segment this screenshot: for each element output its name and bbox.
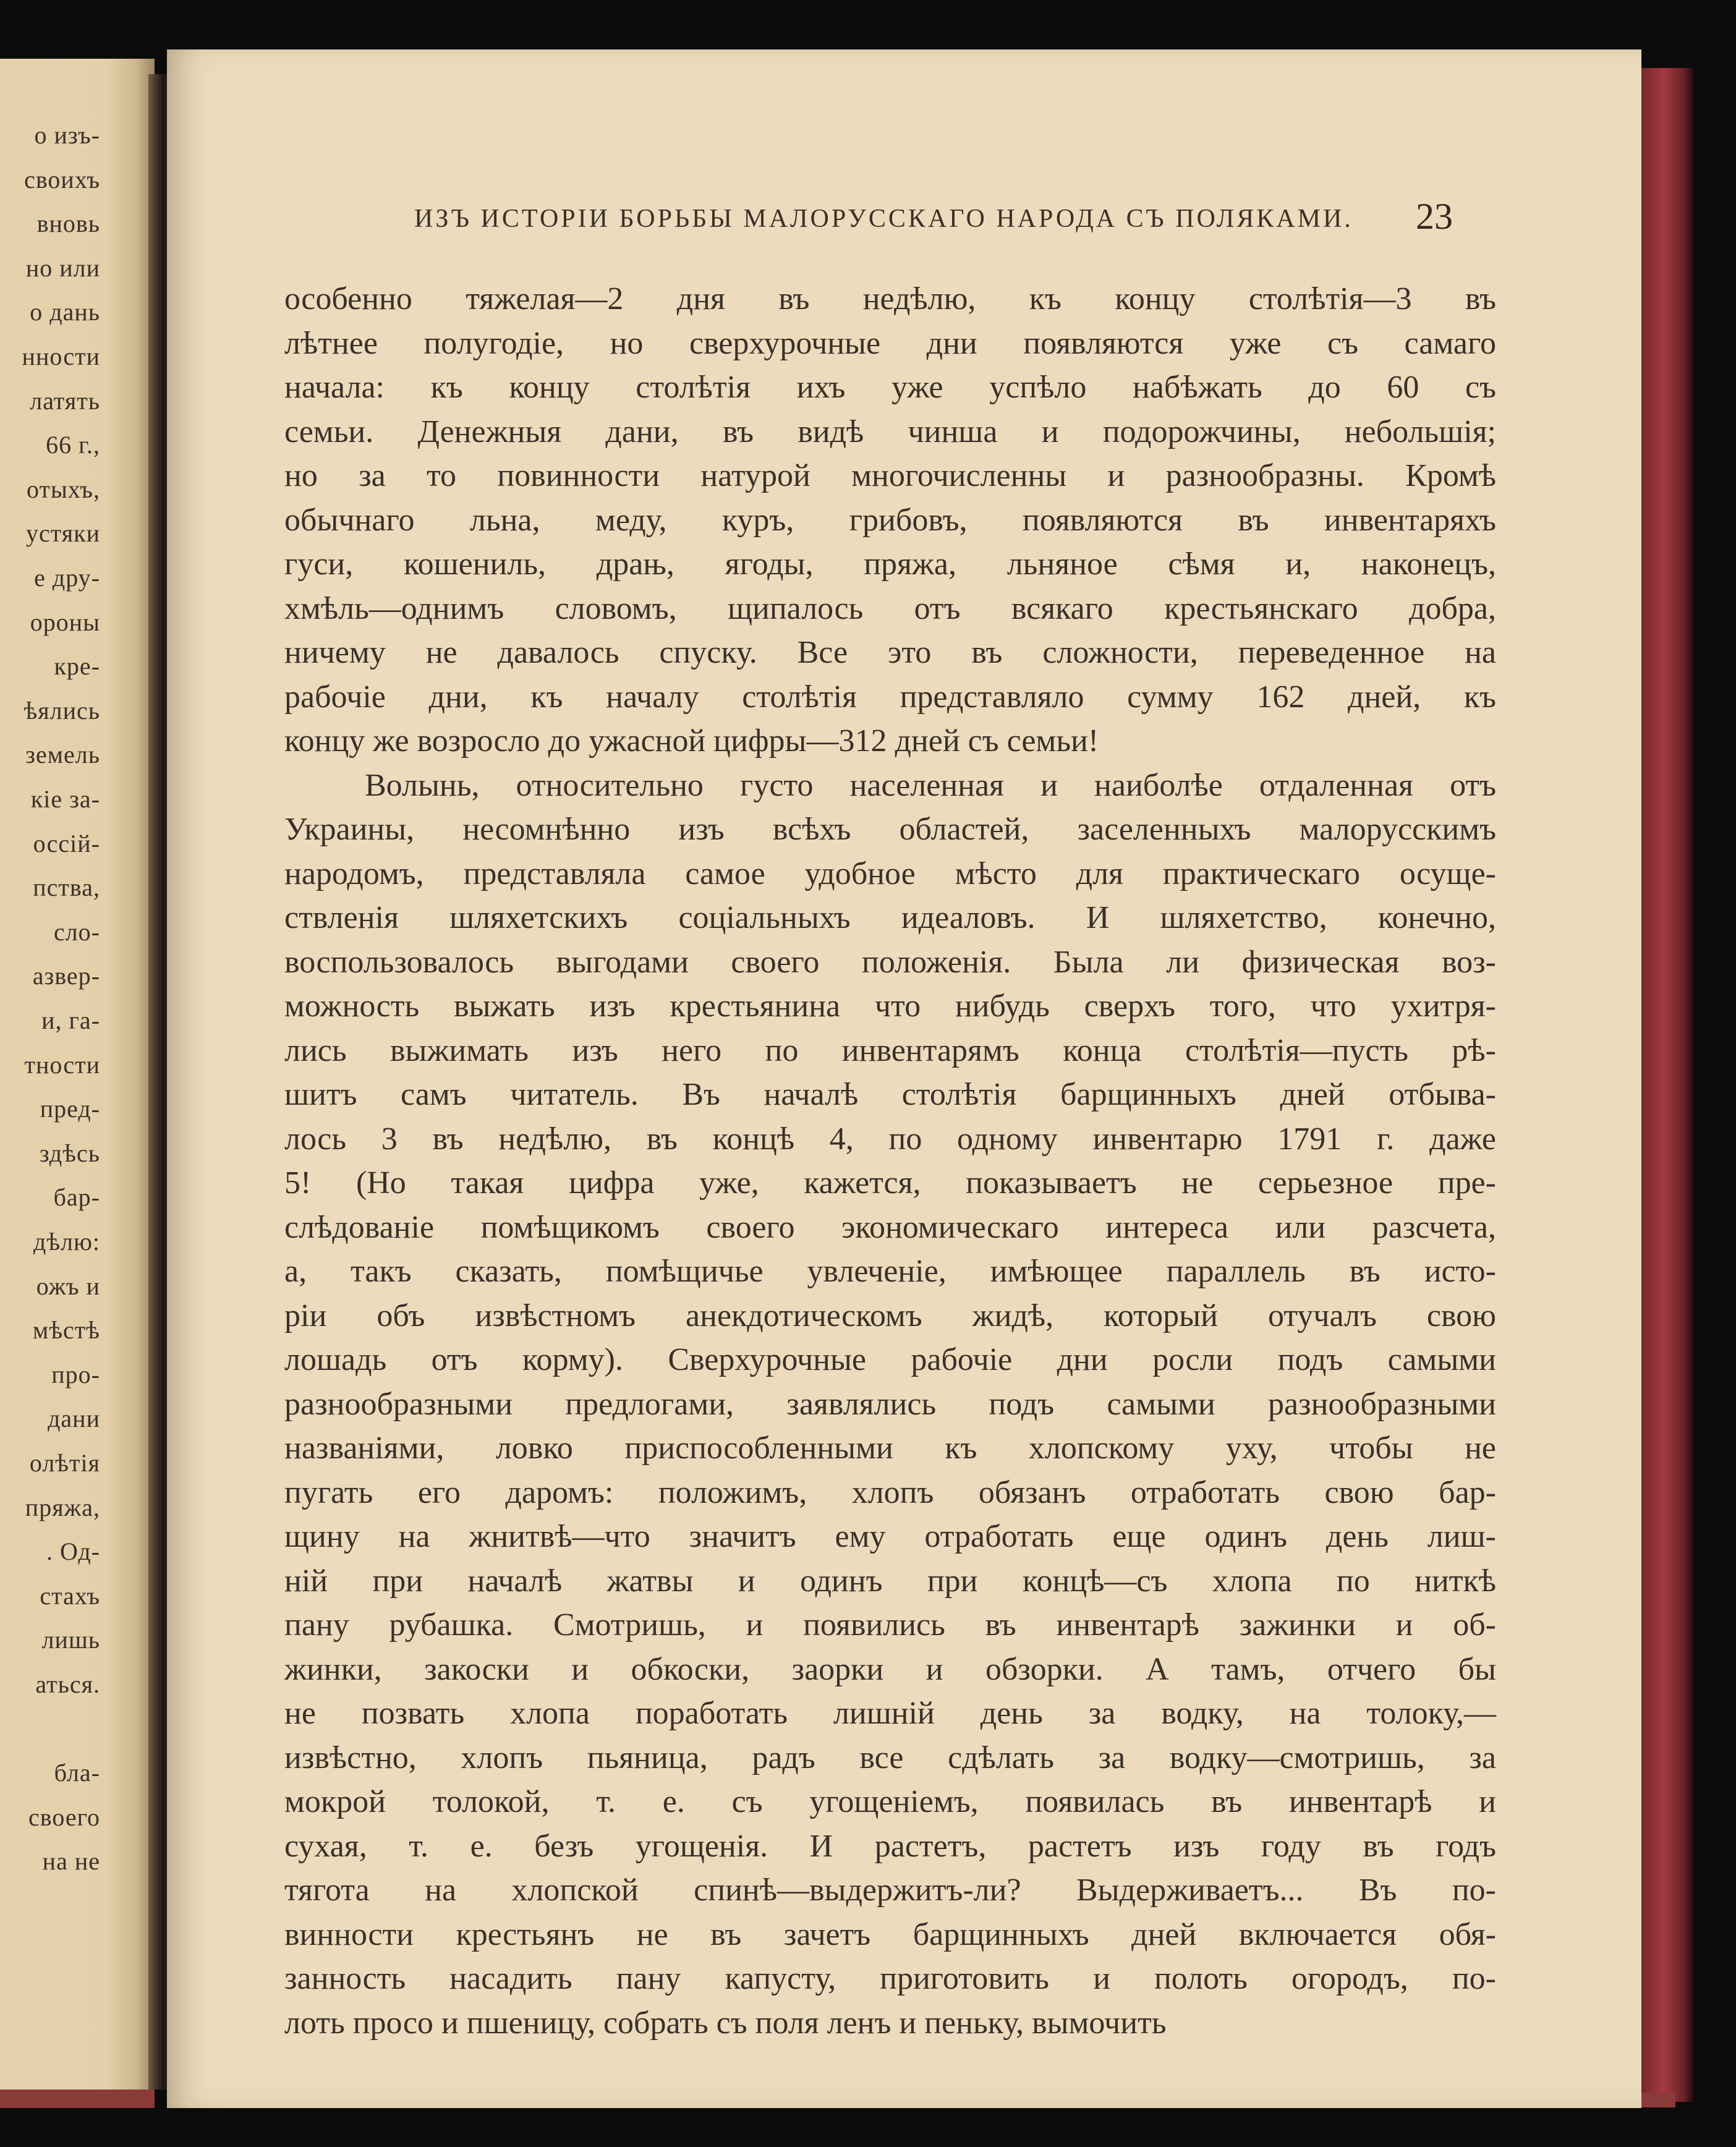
left-page-line: но или	[25, 253, 100, 282]
left-page-line: бла-	[54, 1759, 100, 1787]
text-line: тягота на хлопской спинѣ—выдержитъ-ли? Выдерживаетъ... Въ по-	[284, 1873, 1496, 1908]
left-page-line: азвер-	[32, 962, 100, 990]
text-line: занность насадить пану капусту, приготовить и полоть огородъ, по-	[284, 1961, 1496, 1996]
left-page-line: ороны	[30, 608, 100, 636]
left-page-line: дѣлю:	[33, 1228, 100, 1256]
left-page-line: сло-	[53, 917, 100, 946]
text-line: ній при началѣ жатвы и одинъ при концѣ—съ хлопа по ниткѣ	[284, 1563, 1496, 1599]
page-number: 23	[1416, 196, 1453, 237]
text-line: народомъ, представляла самое удобное мѣсто для практическаго осуще-	[284, 856, 1496, 891]
left-page-line: земель	[25, 741, 100, 769]
left-page-line: и, га-	[41, 1006, 100, 1034]
left-page-line: олѣтія	[29, 1449, 100, 1477]
text-line: сухая, т. е. безъ угощенія. И растетъ, растетъ изъ году въ годъ	[284, 1828, 1496, 1864]
left-page-line: оссій-	[33, 829, 100, 857]
left-page-edge	[0, 2090, 155, 2108]
left-page-line: лишь	[41, 1626, 100, 1654]
text-line: ріи объ извѣстномъ анекдотическомъ жидѣ, который отучалъ свою	[284, 1298, 1496, 1333]
body-text	[284, 277, 1496, 2045]
left-page-fragment	[0, 59, 155, 2099]
text-line: Волынь, относительно густо населенная и наиболѣе отдаленная отъ	[365, 767, 1496, 803]
left-page-line: бар-	[53, 1183, 100, 1212]
text-line: пугать его даромъ: положимъ, хлопъ обязанъ отработать свою бар-	[284, 1474, 1496, 1510]
left-page-line: своихъ	[24, 165, 100, 193]
left-page-line: ожъ и	[36, 1272, 100, 1300]
text-line: винности крестьянъ не въ зачетъ барщинныхъ дней включается обя-	[284, 1916, 1496, 1952]
left-page-line: стахъ	[40, 1581, 100, 1610]
text-line: жинки, закоски и обкоски, заорки и обзорки. А тамъ, отчего бы	[284, 1651, 1496, 1687]
text-line: гуси, кошениль, драњ, ягоды, пряжа, льняное сѣмя и, наконецъ,	[284, 546, 1496, 582]
left-page-line: пства,	[33, 874, 100, 902]
text-line: лѣтнее полугодіе, но сверхурочные дни появляются уже съ самаго	[284, 325, 1496, 361]
text-line: рабочіе дни, къ началу столѣтія представляло сумму 162 дней, къ	[284, 679, 1496, 715]
running-head: ИЗЪ ИСТОРІИ БОРЬБЫ МАЛОРУССКАГО НАРОДА СЪ ПОЛЯКАМИ.	[414, 205, 1353, 233]
left-page-line: о изъ-	[34, 121, 100, 149]
text-line: особенно тяжелая—2 дня въ недѣлю, къ концу столѣтія—3 въ	[284, 281, 1496, 317]
text-line: слѣдованіе помѣщикомъ своего экономическаго интереса или разсчета,	[284, 1209, 1496, 1245]
left-page-line: пряжа,	[25, 1493, 100, 1521]
left-page-line: о дань	[30, 298, 100, 326]
left-page-line: мѣстѣ	[33, 1316, 100, 1345]
text-line: воспользовалось выгодами своего положенія. Была ли физическая воз-	[284, 944, 1496, 980]
left-page-line: . Од-	[46, 1537, 100, 1566]
text-line: извѣстно, хлопъ пьяница, радъ все сдѣлать за водку—смотришь, за	[284, 1740, 1496, 1775]
left-page-line: кре-	[54, 652, 100, 681]
left-page-line: 66 г.,	[46, 431, 100, 459]
left-page-line: пред-	[40, 1095, 100, 1123]
left-page-line: здѣсь	[39, 1139, 100, 1167]
text-line: хмѣль—однимъ словомъ, щипалось отъ всякаго крестьянскаго добра,	[284, 590, 1496, 626]
left-page-line: вновь	[36, 210, 100, 238]
left-page-line: про-	[51, 1360, 100, 1388]
text-line: концу же возросло до ужасной цифры—312 дней съ семьи!	[284, 723, 1099, 759]
text-line: обычнаго льна, меду, куръ, грибовъ, появляются въ инвентаряхъ	[284, 502, 1496, 538]
text-line: ничему не давалось спуску. Все это въ сложности, переведенное на	[284, 635, 1496, 670]
text-line: начала: къ концу столѣтія ихъ уже успѣло набѣжать до 60 съ	[284, 370, 1496, 405]
text-line: лошадь отъ корму). Сверхурочные рабочіе дни росли подъ самыми	[284, 1342, 1496, 1377]
left-page-line: нности	[22, 342, 100, 370]
text-line: 5! (Но такая цифра уже, кажется, показываетъ не серьезное пре-	[284, 1165, 1496, 1201]
left-page-line: е дру-	[34, 564, 100, 592]
left-page-line: на не	[42, 1847, 100, 1876]
text-line: можность выжать изъ крестьянина что нибудь сверхъ того, что ухитря-	[284, 988, 1496, 1024]
text-line: лось 3 въ недѣлю, въ концѣ 4, по одному инвентарю 1791 г. даже	[284, 1121, 1496, 1157]
text-line: Украины, несомнѣнно изъ всѣхъ областей, заселенныхъ малорусскимъ	[284, 812, 1496, 847]
text-line: лись выжимать изъ него по инвентарямъ конца столѣтія—пусть рѣ-	[284, 1032, 1496, 1068]
text-line: лоть просо и пшеницу, собрать съ поля ленъ и пеньку, вымочить	[284, 2005, 1167, 2041]
text-line: ствленія шляхетскихъ соціальныхъ идеаловъ. И шляхетство, конечно,	[284, 900, 1496, 935]
left-page-line: дани	[48, 1405, 100, 1433]
text-line: мокрой толокой, т. е. съ угощеніемъ, появилась въ инвентарѣ и	[284, 1784, 1496, 1819]
text-line: а, такъ сказать, помѣщичье увлеченіе, имѣющее параллель въ исто-	[284, 1254, 1496, 1289]
text-line: щину на жнитвѣ—что значитъ ему отработать еще одинъ день лиш-	[284, 1519, 1496, 1554]
left-page-line: своего	[28, 1803, 100, 1831]
left-page-line: устяки	[26, 519, 100, 548]
left-page-line: ѣялись	[23, 696, 100, 725]
text-line: но за то повинности натурой многочисленны и разнообразны. Кромѣ	[284, 458, 1496, 493]
left-page-line: латять	[30, 386, 100, 415]
left-page-line: отыхъ,	[27, 475, 100, 503]
text-line: разнообразными предлогами, заявлялись подъ самыми разнообразными	[284, 1386, 1496, 1422]
text-line: семьи. Денежныя дани, въ видѣ чинша и подорожчины, небольшія;	[284, 414, 1496, 449]
text-line: пану рубашка. Смотришь, и появились въ инвентарѣ зажинки и об-	[284, 1607, 1496, 1643]
text-line: шитъ самъ читатель. Въ началѣ столѣтія барщинныхъ дней отбыва-	[284, 1077, 1496, 1112]
text-line: не позвать хлопа поработать лишній день за водку, на толоку,—	[284, 1696, 1496, 1731]
left-page-line: кіе за-	[30, 785, 100, 813]
left-page-line: аться.	[35, 1670, 100, 1698]
left-page-line: тности	[24, 1050, 100, 1079]
text-line: названіями, ловко приспособленными къ хлопскому уху, чтобы не	[284, 1431, 1496, 1466]
